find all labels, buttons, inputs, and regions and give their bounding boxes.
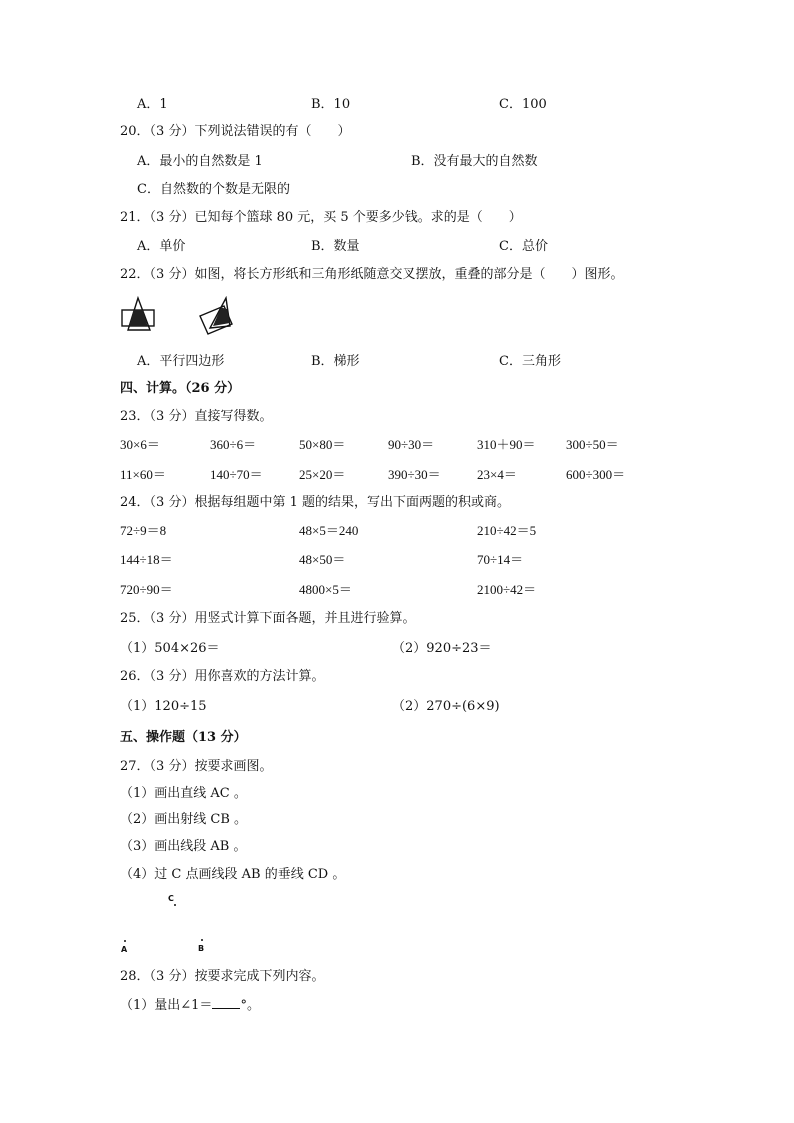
q23-item: 50×80＝ [299, 437, 346, 452]
q24-item: 720÷90＝ [120, 582, 173, 597]
point-b-dot [201, 939, 203, 941]
q21-option-a: A．单价 [137, 239, 186, 254]
q22-stem: 22．（3 分）如图，将长方形纸和三角形纸随意交叉摆放，重叠的部分是（ ）图形。 [120, 267, 624, 282]
q25-part-1: （1）504×26＝ [120, 641, 220, 656]
q28-stem: 28．（3 分）按要求完成下列内容。 [120, 969, 325, 984]
q20-stem: 20．（3 分）下列说法错误的有（ ） [120, 124, 351, 139]
q20-option-c: C．自然数的个数是无限的 [137, 182, 290, 197]
q23-stem: 23．（3 分）直接写得数。 [120, 409, 273, 424]
triangle-rectangle-figure-2 [196, 296, 238, 336]
point-c-label: C [168, 894, 174, 903]
q28-step-1-prefix: （1）量出∠1＝ [120, 998, 213, 1013]
section-5-title: 五、操作题（13 分） [120, 730, 247, 745]
q26-part-2: （2）270÷(6×9) [392, 699, 500, 714]
q23-item: 23×4＝ [477, 467, 517, 482]
q22-option-b: B．梯形 [311, 354, 360, 369]
q21-stem: 21．（3 分）已知每个篮球 80 元，买 5 个要多少钱。求的是（ ） [120, 210, 522, 225]
q24-item: 2100÷42＝ [477, 582, 537, 597]
q26-part-1: （1）120÷15 [120, 699, 207, 714]
overlap-trapezoid [129, 310, 147, 326]
triangle-rectangle-figure-1 [120, 296, 160, 334]
q27-stem: 27．（3 分）按要求画图。 [120, 759, 273, 774]
q23-item: 390÷30＝ [388, 467, 441, 482]
q20-option-b: B．没有最大的自然数 [411, 154, 538, 169]
q20-option-a: A．最小的自然数是 1 [137, 154, 263, 169]
q27-step-1: （1）画出直线 AC 。 [120, 786, 247, 801]
point-a-label: A [121, 945, 128, 954]
q24-item: 144÷18＝ [120, 552, 173, 567]
q23-item: 30×6＝ [120, 437, 160, 452]
q23-item: 300÷50＝ [566, 437, 619, 452]
q23-item: 600÷300＝ [566, 467, 626, 482]
q23-item: 90÷30＝ [388, 437, 435, 452]
q24-item: 48×50＝ [299, 552, 346, 567]
answer-blank[interactable] [212, 996, 240, 1009]
q27-step-3: （3）画出线段 AB 。 [120, 839, 247, 854]
q19-option-b: B．10 [311, 97, 351, 112]
q21-option-b: B．数量 [311, 239, 360, 254]
q21-option-c: C．总价 [499, 239, 548, 254]
q22-option-a: A．平行四边形 [137, 354, 225, 369]
section-4-title: 四、计算。（26 分） [120, 381, 241, 396]
q26-stem: 26．（3 分）用你喜欢的方法计算。 [120, 669, 325, 684]
q22-option-c: C．三角形 [499, 354, 561, 369]
point-a-dot [124, 940, 126, 942]
q19-option-a: A．1 [137, 97, 168, 112]
q24-item: 70÷14＝ [477, 552, 524, 567]
q24-item: 4800×5＝ [299, 582, 352, 597]
q27-step-4: （4）过 C 点画线段 AB 的垂线 CD 。 [120, 867, 346, 882]
q23-item: 140÷70＝ [210, 467, 263, 482]
q24-item: 72÷9＝8 [120, 523, 167, 538]
q23-item: 25×20＝ [299, 467, 346, 482]
q27-step-2: （2）画出射线 CB 。 [120, 812, 248, 827]
q24-stem: 24．（3 分）根据每组题中第 1 题的结果，写出下面两题的积或商。 [120, 495, 510, 510]
point-c-dot [174, 904, 176, 906]
q28-step-1-suffix: °。 [240, 998, 260, 1013]
q24-item: 210÷42＝5 [477, 523, 537, 538]
q24-item: 48×5＝240 [299, 523, 359, 538]
q23-item: 360÷6＝ [210, 437, 257, 452]
point-b-label: B [198, 944, 205, 953]
q23-item: 310＋90＝ [477, 437, 536, 452]
q28-step-1 [120, 996, 260, 1015]
q19-option-c: C．100 [499, 97, 547, 112]
q25-stem: 25．（3 分）用竖式计算下面各题，并且进行验算。 [120, 611, 416, 626]
q23-item: 11×60＝ [120, 467, 166, 482]
q25-part-2: （2）920÷23＝ [392, 641, 492, 656]
